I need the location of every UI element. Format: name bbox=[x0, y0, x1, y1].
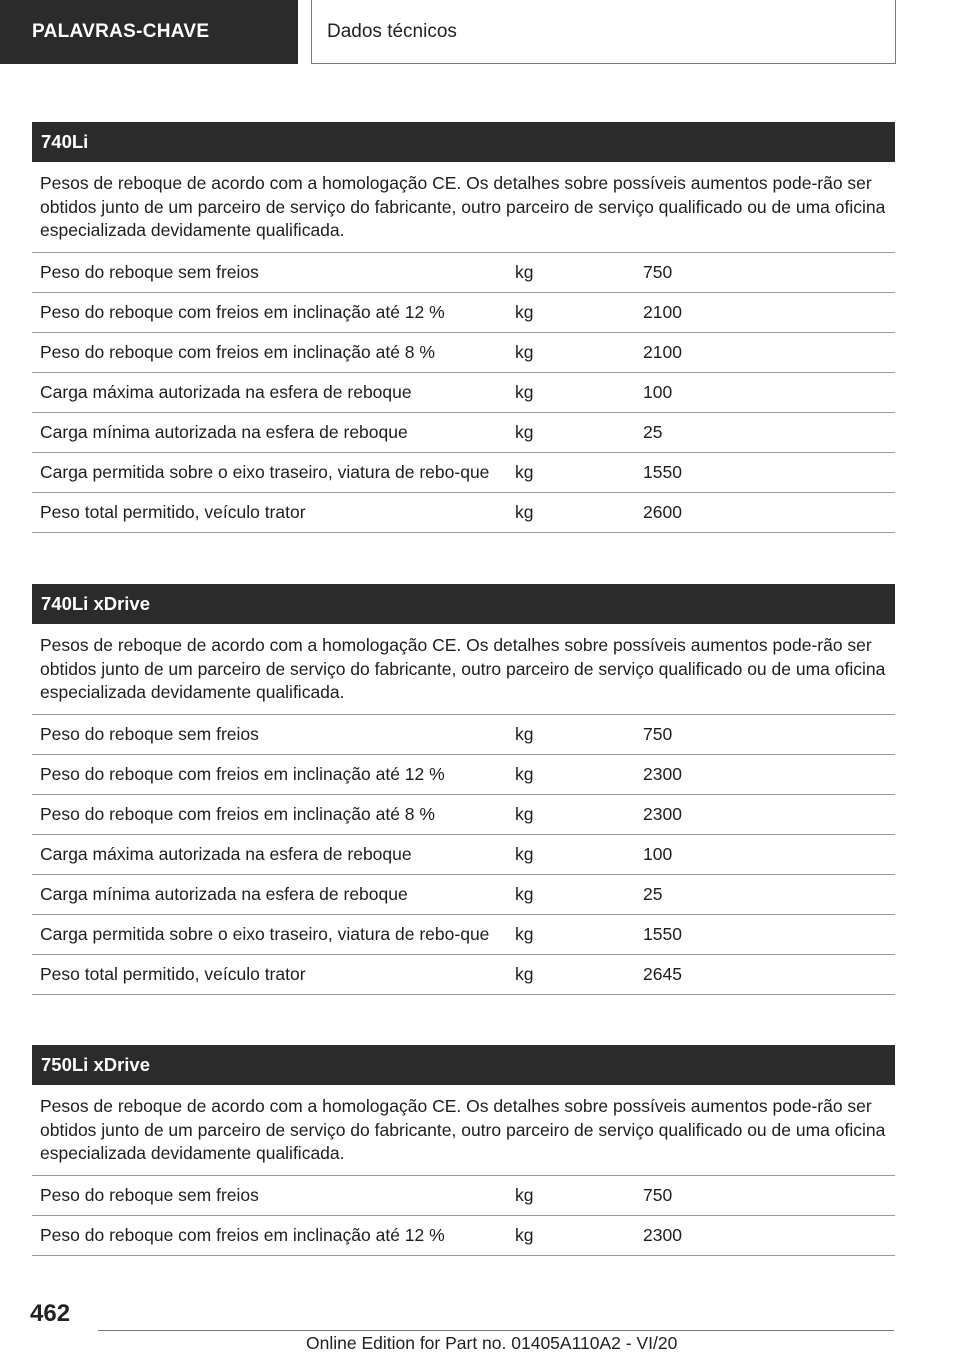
section-750li-xdrive bbox=[32, 1045, 895, 1256]
row-value: 1550 bbox=[643, 923, 682, 944]
row-label: Carga mínima autorizada na esfera de reboque bbox=[40, 883, 408, 904]
section-description: Pesos de reboque de acordo com a homologação CE. Os detalhes sobre possíveis aumentos pode-rão ser obtidos junto de um parceiro de serviço do fabricante, outro parceiro de serviço qualificado ou de uma oficina especializada devidamente qualificada. bbox=[32, 162, 895, 253]
section-740li-xdrive bbox=[32, 584, 895, 995]
table-row bbox=[32, 493, 895, 533]
table-row bbox=[32, 373, 895, 413]
table-row bbox=[32, 715, 895, 755]
table-row bbox=[32, 755, 895, 795]
row-label: Peso do reboque com freios em inclinação até 8 % bbox=[40, 803, 435, 824]
table-row bbox=[32, 253, 895, 293]
row-value: 750 bbox=[643, 723, 673, 744]
section-title: 740Li xDrive bbox=[32, 584, 895, 624]
table-row bbox=[32, 915, 895, 955]
row-label: Carga permitida sobre o eixo traseiro, viatura de rebo-que bbox=[40, 923, 490, 944]
row-value: 2300 bbox=[643, 763, 682, 784]
table-row bbox=[32, 453, 895, 493]
row-unit: kg bbox=[515, 883, 534, 904]
row-value: 2300 bbox=[643, 1224, 682, 1245]
row-label: Peso do reboque sem freios bbox=[40, 1184, 259, 1205]
row-value: 2645 bbox=[643, 963, 682, 984]
header-tab-technical-data[interactable] bbox=[311, 0, 896, 64]
header-tab-keywords[interactable] bbox=[0, 0, 298, 64]
row-unit: kg bbox=[515, 843, 534, 864]
row-label: Carga máxima autorizada na esfera de reboque bbox=[40, 381, 412, 402]
row-unit: kg bbox=[515, 381, 534, 402]
row-unit: kg bbox=[515, 261, 534, 282]
row-label: Peso do reboque com freios em inclinação até 12 % bbox=[40, 763, 445, 784]
row-unit: kg bbox=[515, 341, 534, 362]
row-unit: kg bbox=[515, 421, 534, 442]
table-row bbox=[32, 795, 895, 835]
row-label: Peso do reboque sem freios bbox=[40, 261, 259, 282]
footer-edition-text: Online Edition for Part no. 01405A110A2 - VI/20 bbox=[306, 1333, 678, 1353]
row-unit: kg bbox=[515, 501, 534, 522]
section-740li bbox=[32, 122, 895, 533]
row-unit: kg bbox=[515, 803, 534, 824]
table-row bbox=[32, 835, 895, 875]
row-unit: kg bbox=[515, 963, 534, 984]
table-row bbox=[32, 1176, 895, 1216]
page-number: 462 bbox=[30, 1300, 71, 1327]
row-label: Peso total permitido, veículo trator bbox=[40, 501, 306, 522]
table-row bbox=[32, 413, 895, 453]
row-label: Peso do reboque sem freios bbox=[40, 723, 259, 744]
row-value: 750 bbox=[643, 261, 673, 282]
row-value: 1550 bbox=[643, 461, 682, 482]
row-unit: kg bbox=[515, 723, 534, 744]
row-unit: kg bbox=[515, 763, 534, 784]
row-label: Carga permitida sobre o eixo traseiro, viatura de rebo-que bbox=[40, 461, 490, 482]
row-label: Peso do reboque com freios em inclinação até 8 % bbox=[40, 341, 435, 362]
row-unit: kg bbox=[515, 1224, 534, 1245]
section-description: Pesos de reboque de acordo com a homologação CE. Os detalhes sobre possíveis aumentos pode-rão ser obtidos junto de um parceiro de serviço do fabricante, outro parceiro de serviço qualificado ou de uma oficina especializada devidamente qualificada. bbox=[32, 1085, 895, 1176]
row-value: 2100 bbox=[643, 301, 682, 322]
row-label: Carga mínima autorizada na esfera de reboque bbox=[40, 421, 408, 442]
footer-divider bbox=[98, 1330, 894, 1331]
row-label: Peso total permitido, veículo trator bbox=[40, 963, 306, 984]
row-value: 2600 bbox=[643, 501, 682, 522]
table-row bbox=[32, 875, 895, 915]
row-unit: kg bbox=[515, 461, 534, 482]
header-tab-keywords-label: PALAVRAS-CHAVE bbox=[32, 21, 210, 42]
table-row bbox=[32, 955, 895, 995]
table-row bbox=[32, 293, 895, 333]
table-row bbox=[32, 1216, 895, 1256]
table-row bbox=[32, 333, 895, 373]
row-value: 25 bbox=[643, 421, 663, 442]
header-tab-technical-data-label: Dados técnicos bbox=[327, 20, 457, 42]
row-label: Carga máxima autorizada na esfera de reboque bbox=[40, 843, 412, 864]
row-value: 2300 bbox=[643, 803, 682, 824]
section-description: Pesos de reboque de acordo com a homologação CE. Os detalhes sobre possíveis aumentos pode-rão ser obtidos junto de um parceiro de serviço do fabricante, outro parceiro de serviço qualificado ou de uma oficina especializada devidamente qualificada. bbox=[32, 624, 895, 715]
row-unit: kg bbox=[515, 1184, 534, 1205]
section-title: 750Li xDrive bbox=[32, 1045, 895, 1085]
row-value: 2100 bbox=[643, 341, 682, 362]
row-value: 750 bbox=[643, 1184, 673, 1205]
row-label: Peso do reboque com freios em inclinação até 12 % bbox=[40, 1224, 445, 1245]
section-title: 740Li bbox=[32, 122, 895, 162]
row-unit: kg bbox=[515, 923, 534, 944]
row-value: 100 bbox=[643, 843, 673, 864]
row-value: 25 bbox=[643, 883, 663, 904]
row-value: 100 bbox=[643, 381, 673, 402]
row-unit: kg bbox=[515, 301, 534, 322]
row-label: Peso do reboque com freios em inclinação até 12 % bbox=[40, 301, 445, 322]
